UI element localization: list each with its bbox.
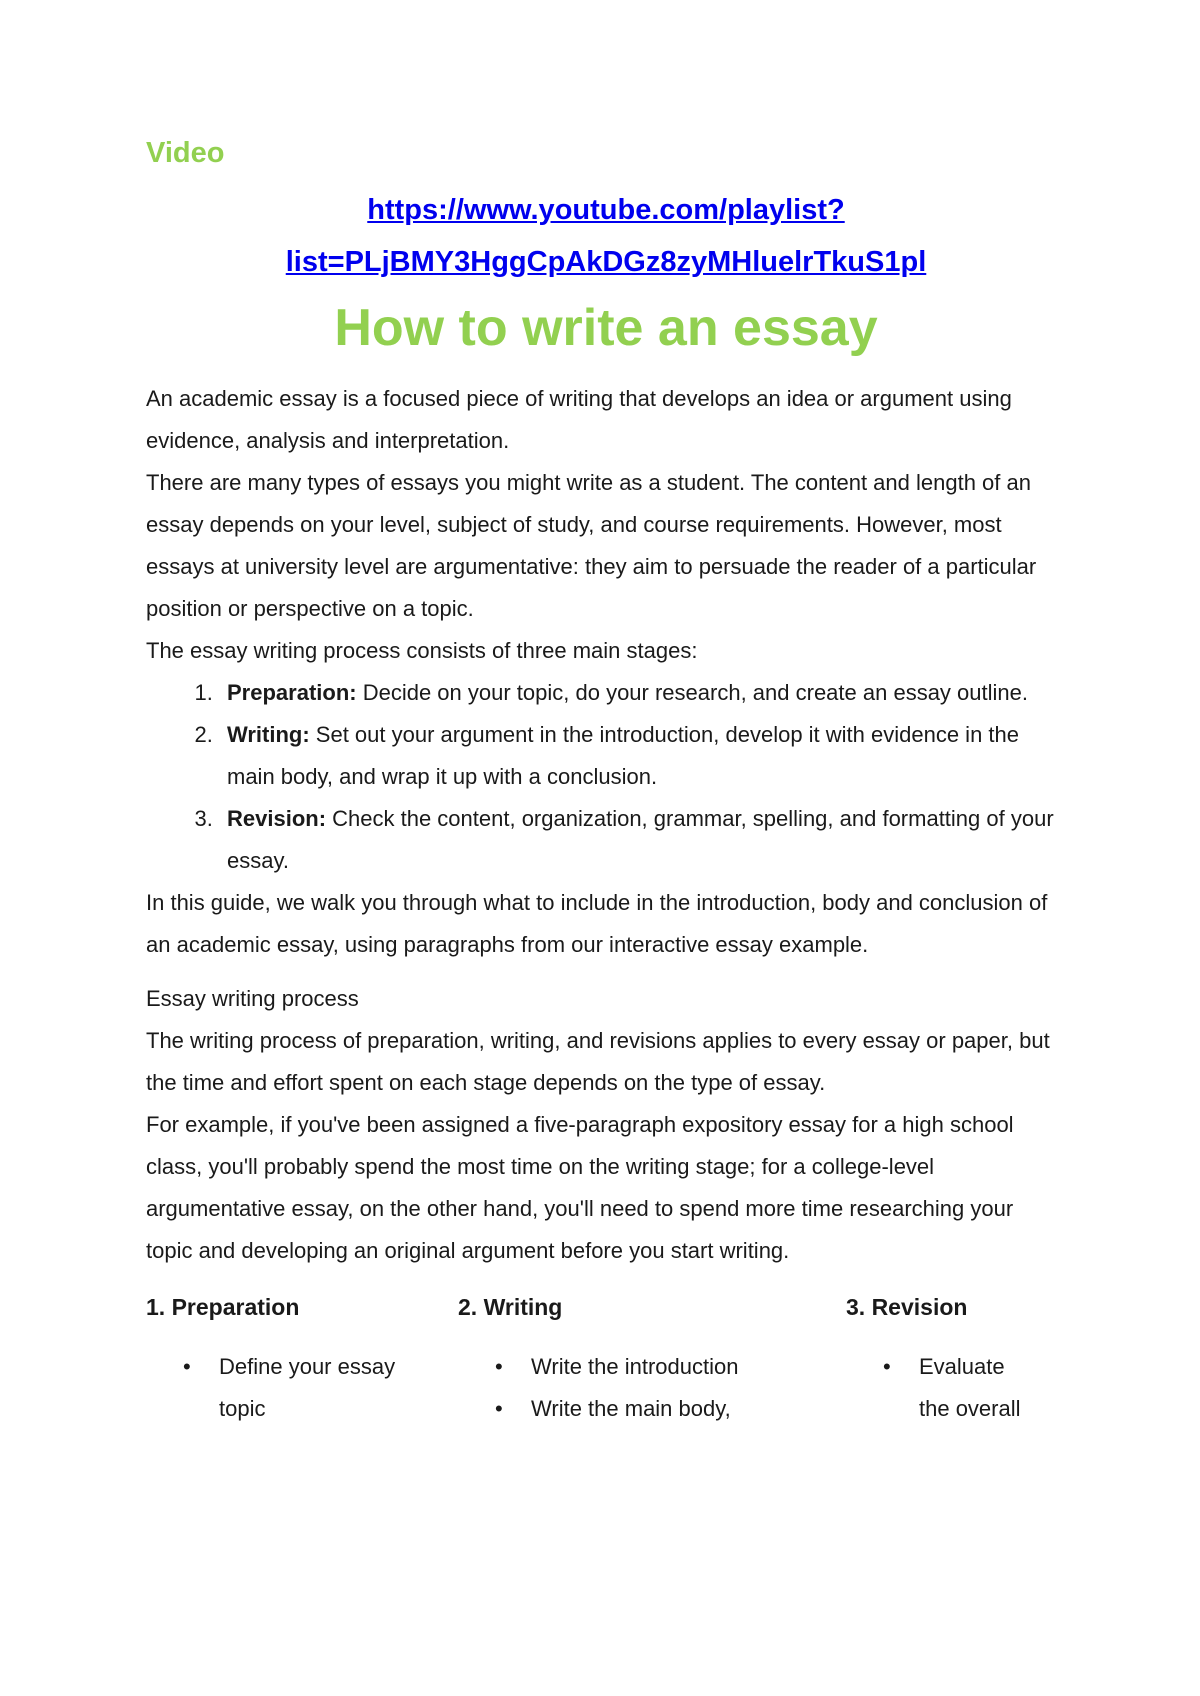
stage-label: Revision: — [227, 806, 327, 831]
stage-item — [219, 798, 1066, 882]
stage-columns — [146, 1286, 1066, 1446]
process-paragraph-1: The writing process of preparation, writing, and revisions applies to every essay or paper, but the time and effort spent on each stage depends on the type of essay. — [146, 1028, 1050, 1095]
stage-item — [219, 672, 1066, 714]
column-heading: 3. Revision — [846, 1294, 968, 1320]
process-heading: Essay writing process — [146, 986, 359, 1011]
stage-text: Set out your argument in the introduction, develop it with evidence in the main body, and wrap it up with a conclusion. — [227, 722, 1020, 789]
playlist-link-line1: https://www.youtube.com/playlist? — [367, 194, 845, 226]
column-list-item: • Write the main body, — [531, 1388, 838, 1430]
column-list — [458, 1346, 838, 1430]
stages-list — [146, 672, 1066, 882]
intro-paragraph-2: There are many types of essays you might write as a student. The content and length of an essay depends on your level, subject of study, and course requirements. However, most essays at university level are argumentative: they aim to persuade the reader of a particular position or perspective on a topic. — [146, 470, 1037, 621]
column-preparation — [146, 1286, 446, 1430]
stage-text: Decide on your topic, do your research, and create an essay outline. — [356, 680, 1028, 705]
intro-paragraph-1: An academic essay is a focused piece of writing that develops an idea or argument using evidence, analysis and interpretation. — [146, 386, 1012, 453]
column-list — [846, 1346, 1066, 1430]
document-page — [146, 130, 1066, 1446]
playlist-link[interactable] — [286, 194, 927, 278]
process-paragraph-2: For example, if you've been assigned a five-paragraph expository essay for a high school class, you'll probably spend the most time on the writing stage; for a college-level argumentative essay, on the other hand, you'll need to spend more time researching your topic and developing an original argument before you start writing. — [146, 1112, 1014, 1263]
column-list-item: • Write the introduction — [531, 1346, 838, 1388]
page-title: How to write an essay — [334, 299, 878, 357]
playlist-link-block — [146, 184, 1066, 288]
column-revision — [846, 1286, 1066, 1430]
column-heading: 2. Writing — [458, 1294, 563, 1320]
stage-label: Preparation: — [227, 680, 357, 705]
video-label: Video — [146, 137, 225, 169]
column-list-item: • Evaluate the overall — [919, 1346, 1039, 1430]
stage-item — [219, 714, 1066, 798]
stage-text: Check the content, organization, grammar, spelling, and formatting of your essay. — [227, 806, 1054, 873]
playlist-link-line2: list=PLjBMY3HggCpAkDGz8zyMHluelrTkuS1pl — [285, 246, 927, 278]
intro-paragraph-3: The essay writing process consists of three main stages: — [146, 638, 698, 663]
column-writing — [458, 1286, 838, 1430]
column-heading: 1. Preparation — [146, 1294, 300, 1320]
column-list — [146, 1346, 446, 1430]
guide-paragraph: In this guide, we walk you through what to include in the introduction, body and conclusion of an academic essay, using paragraphs from our interactive essay example. — [146, 890, 1048, 957]
column-list-item: • Define your essay topic — [219, 1346, 429, 1430]
stage-label: Writing: — [227, 722, 310, 747]
